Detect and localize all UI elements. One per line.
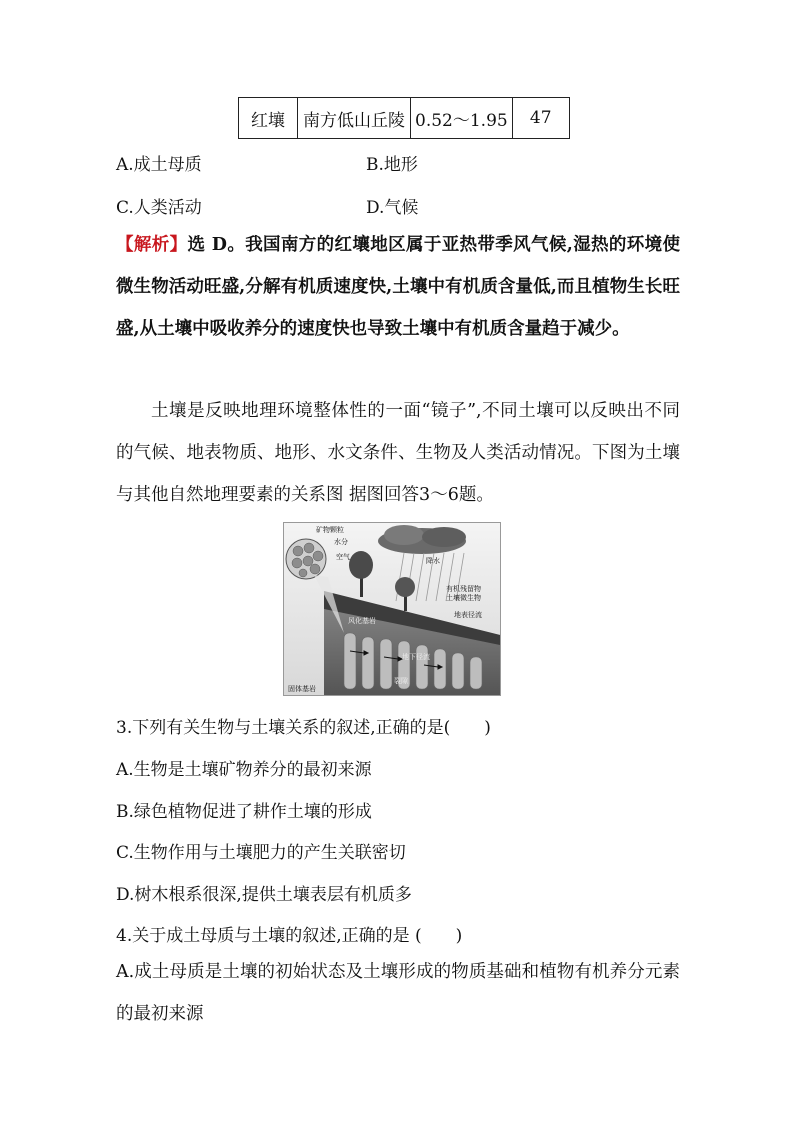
q3-stem: 3.下列有关生物与土壤关系的叙述,正确的是( ) [116,718,491,738]
label-solid-bedrock: 固体基岩 [288,686,316,693]
table-cell: 47 [512,98,569,139]
q3-option: B.绿色植物促进了耕作土壤的形成 [116,802,372,822]
label-groundwater: 地下径流 [402,654,430,661]
option-a: A.成土母质 [116,155,202,175]
soil-table [238,97,570,139]
analysis-text: 选 D。我国南方的红壤地区属于亚热带季风气候,湿热的环境使微生物活动旺盛,分解有机质速度快,土壤中有机质含量低,而且植物生长旺盛,从土壤中吸收养分的速度快也导致土壤中有机质含量趋于减少。 [116,235,681,339]
label-air: 空气 [336,554,350,561]
q3-option: C.生物作用与土壤肥力的产生关联密切 [116,843,406,863]
label-surface-runoff: 地表径流 [454,612,482,619]
table-row [239,98,570,139]
q4-option-a: A.成土母质是土壤的初始状态及土壤形成的物质基础和植物有机养分元素的最初来源 [116,962,680,1024]
label-mineral: 矿物颗粒 [316,527,344,534]
soil-diagram-svg [284,523,500,695]
label-rain: 降水 [426,558,440,565]
label-organic: 有机残留物 [446,586,481,593]
soil-relationship-figure [283,522,501,696]
cloud-icon [378,525,466,554]
q3-option: A.生物是土壤矿物养分的最初来源 [116,760,372,780]
intro-paragraph: 土壤是反映地理环境整体性的一面“镜子”,不同土壤可以反映出不同的气候、地表物质、地形、水文条件、生物及人类活动情况。下图为土壤与其他自然地理要素的关系图 据图回答3～6题。 [116,401,680,505]
label-weathered-bedrock: 风化基岩 [348,618,376,625]
table-cell: 0.52～1.95 [411,98,513,139]
analysis-paragraph [116,224,680,350]
q4-stem: 4.关于成土母质与土壤的叙述,正确的是 ( ) [116,926,463,946]
label-water: 水分 [334,539,348,546]
option-c: C.人类活动 [116,198,202,218]
table-cell: 红壤 [239,98,298,139]
analysis-tag: 【解析】 [116,235,188,255]
table-cell: 南方低山丘陵 [298,98,411,139]
q3-option: D.树木根系很深,提供土壤表层有机质多 [116,885,412,905]
option-b: B.地形 [366,155,418,175]
label-microbe: 土壤微生物 [446,595,481,602]
label-crack: 裂隙 [394,678,408,685]
option-d: D.气候 [366,198,419,218]
